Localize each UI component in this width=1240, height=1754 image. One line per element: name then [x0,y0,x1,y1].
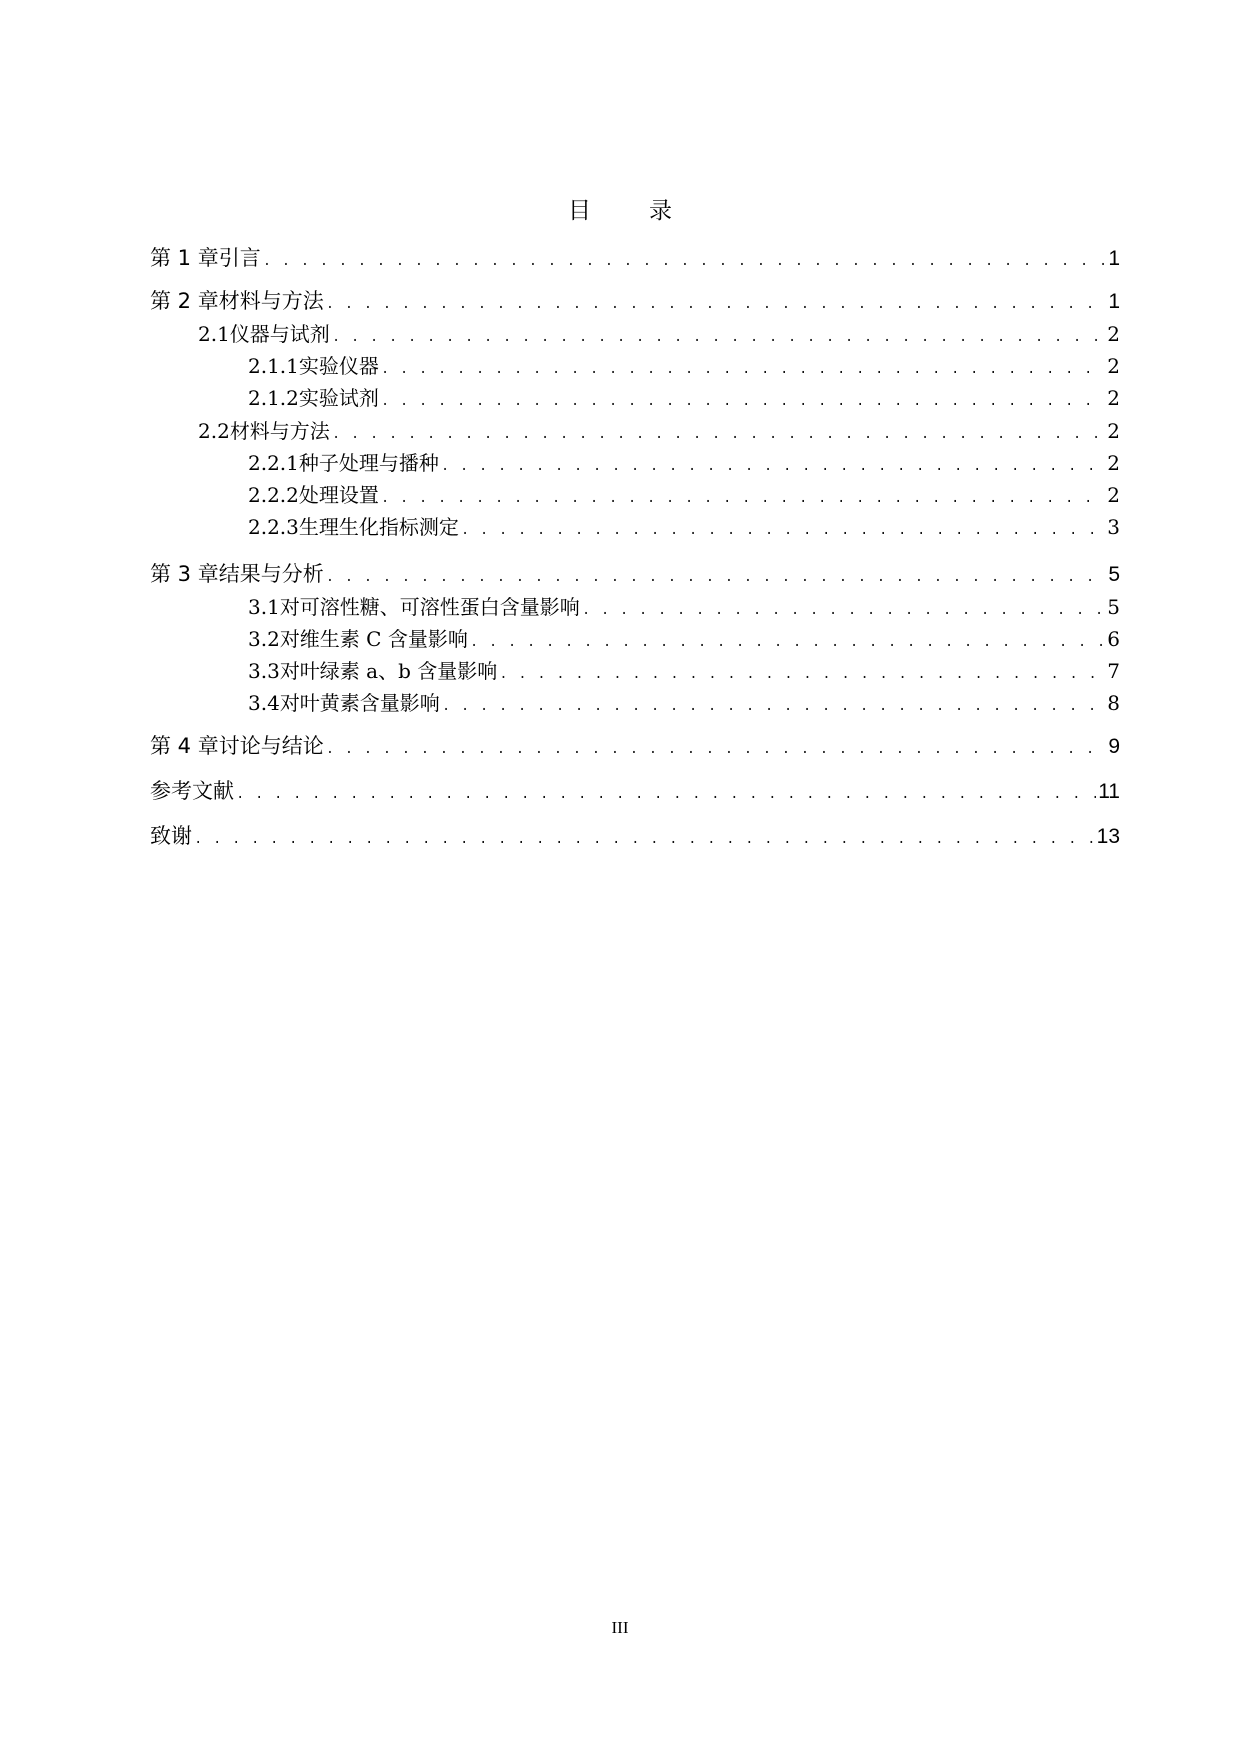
toc-entry-page-number: 1 [1108,290,1120,313]
toc-entry-label: 实验试剂 [298,386,379,410]
dot-leader [442,699,1105,715]
toc-entry[interactable] [150,285,1120,315]
toc-entry-label: 仪器与试剂 [229,322,330,346]
toc-entry-label: 生理生化指标测定 [298,515,459,539]
toc-entry-page-number: 7 [1107,659,1120,683]
toc-entry-page-number: 8 [1107,691,1120,715]
toc-entry-number: 2.2.1 [248,451,299,475]
dot-leader [194,832,1095,848]
toc-entry[interactable] [150,775,1120,805]
dot-leader [499,667,1105,683]
dot-leader [441,459,1105,475]
toc-entry[interactable] [198,415,1120,445]
toc-entry-number: 第 3 章 [150,562,219,586]
toc-entry[interactable] [150,820,1120,850]
dot-leader [470,635,1105,651]
toc-entry[interactable] [248,350,1120,380]
dot-leader [263,254,1107,270]
toc-entry-number: 2.1.1 [248,354,299,378]
toc-entry-page-number: 5 [1108,563,1120,586]
toc-entry-page-number: 11 [1098,780,1120,803]
toc-entry[interactable] [248,655,1120,685]
toc-entry-page-number: 2 [1107,483,1120,507]
toc-entry-number: 2.1.2 [248,386,299,410]
toc-entry-number: 3.2 [248,627,280,651]
toc-entry-label: 引言 [218,246,261,270]
toc-entry-page-number: 2 [1107,322,1120,346]
toc-entry[interactable] [248,447,1120,477]
dot-leader [381,491,1105,507]
toc-entry[interactable] [248,591,1120,621]
toc-entry-number: 3.4 [248,691,280,715]
toc-entry-label: 材料与方法 [218,289,324,313]
toc-entry-page-number: 2 [1107,354,1120,378]
dot-leader [461,523,1105,539]
dot-leader [326,570,1107,586]
toc-entry-page-number: 1 [1108,247,1120,270]
dot-leader [381,394,1105,410]
toc-entry-label: 对可溶性糖、可溶性蛋白含量影响 [279,595,580,619]
title-char-left: 目 [568,198,591,224]
toc-entry-label: 参考文献 [150,779,234,803]
toc-entry-number: 第 4 章 [150,734,219,758]
toc-entry-number: 3.3 [248,659,280,683]
toc-entry-number: 3.1 [248,595,280,619]
toc-entry-label: 结果与分析 [218,562,324,586]
toc-entry[interactable] [248,382,1120,412]
dot-leader [332,427,1105,443]
dot-leader [332,330,1105,346]
dot-leader [326,297,1107,313]
toc-entry-label: 致谢 [150,824,192,848]
toc-entry-number: 第 1 章 [150,246,219,270]
toc-entry-page-number: 2 [1107,386,1120,410]
toc-entry-label: 对叶绿素 a、b 含量影响 [279,659,498,683]
toc-entry-label: 实验仪器 [298,354,379,378]
title-char-right: 录 [649,198,672,224]
toc-entry[interactable] [150,730,1120,760]
toc-entry-page-number: 2 [1107,419,1120,443]
toc-entry[interactable] [248,687,1120,717]
toc-entry-page-number: 5 [1107,595,1120,619]
toc-entry-number: 第 2 章 [150,289,219,313]
toc-entry-label: 种子处理与播种 [298,451,439,475]
toc-entry-page-number: 9 [1108,735,1120,758]
toc-entry[interactable] [150,558,1120,588]
toc-entry-number: 2.2.3 [248,515,299,539]
dot-leader [381,362,1105,378]
toc-entry-label: 材料与方法 [229,419,330,443]
toc-entry-number: 2.2 [198,419,230,443]
dot-leader [326,742,1107,758]
toc-entry-number: 2.2.2 [248,483,299,507]
dot-leader [236,787,1096,803]
toc-entry-page-number: 13 [1096,825,1120,848]
toc-entry[interactable] [150,242,1120,272]
toc-entry-label: 对叶黄素含量影响 [279,691,440,715]
dot-leader [582,603,1105,619]
page-number-footer: III [611,1618,629,1637]
toc-entry-label: 对维生素 C 含量影响 [279,627,468,651]
toc-entry-page-number: 2 [1107,451,1120,475]
toc-entry-label: 处理设置 [298,483,379,507]
toc-entry[interactable] [248,511,1120,541]
toc-entry-number: 2.1 [198,322,230,346]
toc-entry[interactable] [248,479,1120,509]
toc-entry-page-number: 3 [1107,515,1120,539]
toc-entry[interactable] [248,623,1120,653]
toc-entry-page-number: 6 [1107,627,1120,651]
toc-entry[interactable] [198,318,1120,348]
toc-entry-label: 讨论与结论 [218,734,324,758]
